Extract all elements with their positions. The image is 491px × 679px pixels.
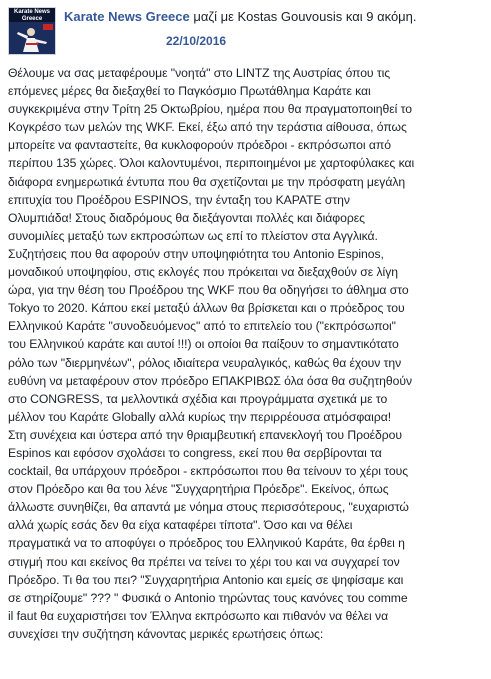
post-body-line: συνεχίσει την συζήτηση κάνοντας μερικές ερωτήσεις όπως:: [8, 626, 324, 641]
post-body-line: διάφορα ενημερωτικά έντυπα που θα σχετίζονται με την πρόσφατη μεγάλη: [8, 174, 406, 189]
post-body-line: συνομιλίες μεταξύ των εκπροσώπων ως επί το πλείστον στα Αγγλικά.: [8, 228, 378, 243]
post-body-line: του Ελληνικού καράτε και αυτοί !!!) οι οποίοι θα παίξουν το σημαντικότατο: [8, 337, 399, 352]
post-body-line: στιγμή που και εκείνος θα πρέπει να τείνει το χέρι του και να συγχαρεί τον: [8, 554, 400, 569]
post-body-line: ώρα, για την θέση του Προέδρου της WKF που θα οδηγήσει το άθλημα στο: [8, 283, 409, 298]
post-body-line: Πρόεδρο. Τι θα του πει? "Συγχαρητήρια Antonio και εμείς σε ψηφίσαμε και: [8, 572, 404, 587]
post-author-line: [64, 9, 485, 25]
post-body-line: Espinos και εφόσον σχολάσει το congress, εκεί που θα σερβίρονται τα: [8, 445, 382, 460]
post-body-line: μπορείτε να φανταστείτε, θα κυκλοφορούν πρόεδροι - εκπρόσωποι από: [8, 138, 391, 153]
post-body-line: άλλωστε συνηθίζει, θα απαντά με νόημα στους περισσότερους, "ευχαριστώ: [8, 500, 409, 515]
avatar-karate-image: [9, 8, 55, 54]
post-body-line: σε στηρίζουμε" ??? " Φυσικά ο Antonio τηρώντας τους κανόνες του comme: [8, 590, 408, 605]
post-body-line: Στη συνέχεια και ύστερα από την θριαμβευτική επανεκλογή του Προέδρου: [8, 427, 403, 442]
post-body-line: Ολυμπιάδα! Στους διαδρόμους θα διεξάγονται πολλές και διάφορες: [8, 210, 365, 225]
post-body-line: Κογκρέσο των μελών της WKF. Εκεί, έξω από την τεράστια αίθουσα, όπως: [8, 120, 407, 135]
post-body-line: αλλά χωρίς εσάς δεν θα είχα καταφέρει τίποτα". Όσο και να θέλει: [8, 518, 353, 533]
post-body-line: επιτυχία του Προέδρου ESPINOS, την ένταξη του ΚΑΡΑΤΕ στην: [8, 192, 350, 207]
post-body-line: περίπου 135 χώρες. Όλοι καλοντυμένοι, περιποιημένοι με χαρτοφύλακες και: [8, 156, 415, 171]
post-body-line: επόμενες μέρες θα διεξαχθεί το Παγκόσμιο Πρωτάθλημα Καράτε και: [8, 84, 371, 99]
author-name-link[interactable]: Karate News Greece: [64, 9, 190, 24]
post-body-line: ρόλο των "διερμηνέων", ρόλος ιδιαίτερα νευραλγικός, καθώς θα έχουν την: [8, 355, 402, 370]
avatar-logo-text: Karate News Greece: [13, 9, 51, 22]
post-body-line: ευθύνη να μεταφέρουν στον πρόεδρο ΕΠΑΚΡΙΒΩΣ όλα όσα θα συζητηθούν: [8, 373, 412, 388]
post-body-line: μέλλον του Καράτε Globally αλλά κυρίως την περιρρέουσα ατμόσφαιρα!: [8, 409, 392, 424]
post-body-line: Θέλουμε να σας μεταφέρουμε "νοητά" στο LINTZ της Αυστρίας όπου τις: [8, 66, 391, 80]
post-body-line: Tokyo το 2020. Κάπου εκεί μεταξύ άλλων θα βρίσκεται και ο πρόεδρος του: [8, 301, 405, 316]
post-header: [0, 0, 491, 60]
post-body-line: cocktail, θα υπάρχουν πρόεδροι - εκπρόσωποι που θα τείνουν το χέρι τους: [8, 464, 409, 479]
post-body-line: στον Πρόεδρο και θα του λένε "Συγχαρητήρια Πρόεδρε". Εκείνος, όπως: [8, 482, 389, 497]
post-date[interactable]: 22/10/2016: [166, 34, 227, 48]
post-body-line: στο CONGRESS, τα μελλοντικά σχέδια και προγράμματα σχετικά με το: [8, 391, 388, 406]
post-body-line: μοναδικού υποψηφίου, στις εκλογές που πρόκειται να διεξαχθούν σε λίγη: [8, 265, 398, 280]
post-body-line: Ελληνικού Καράτε "συνοδευόμενος" από το επιτελείο του ("εκπρόσωποι": [8, 319, 396, 334]
post-body-line: Συζητήσεις που θα αφορούν στην υποψηφιότητα του Antonio Espinos,: [8, 246, 384, 261]
page-avatar[interactable]: [8, 7, 56, 55]
post-body: [8, 64, 486, 643]
post-body-line: πραγματικά να το αποφύγει ο πρόεδρος του Ελληνικού Καράτε, θα έρθει η: [8, 536, 405, 551]
post-body-line: συγκεκριμένα στην Τρίτη 25 Οκτωβρίου, ημέρα που θα πραγματοποιηθεί το: [8, 102, 412, 117]
post-body-line: il faut θα ευχαριστήσει τον Έλληνα εκπρόσωπο και πιθανόν να θέλει να: [8, 608, 389, 623]
tagged-with-text[interactable]: μαζί με Kostas Gouvousis και 9 ακόμη.: [193, 9, 417, 24]
